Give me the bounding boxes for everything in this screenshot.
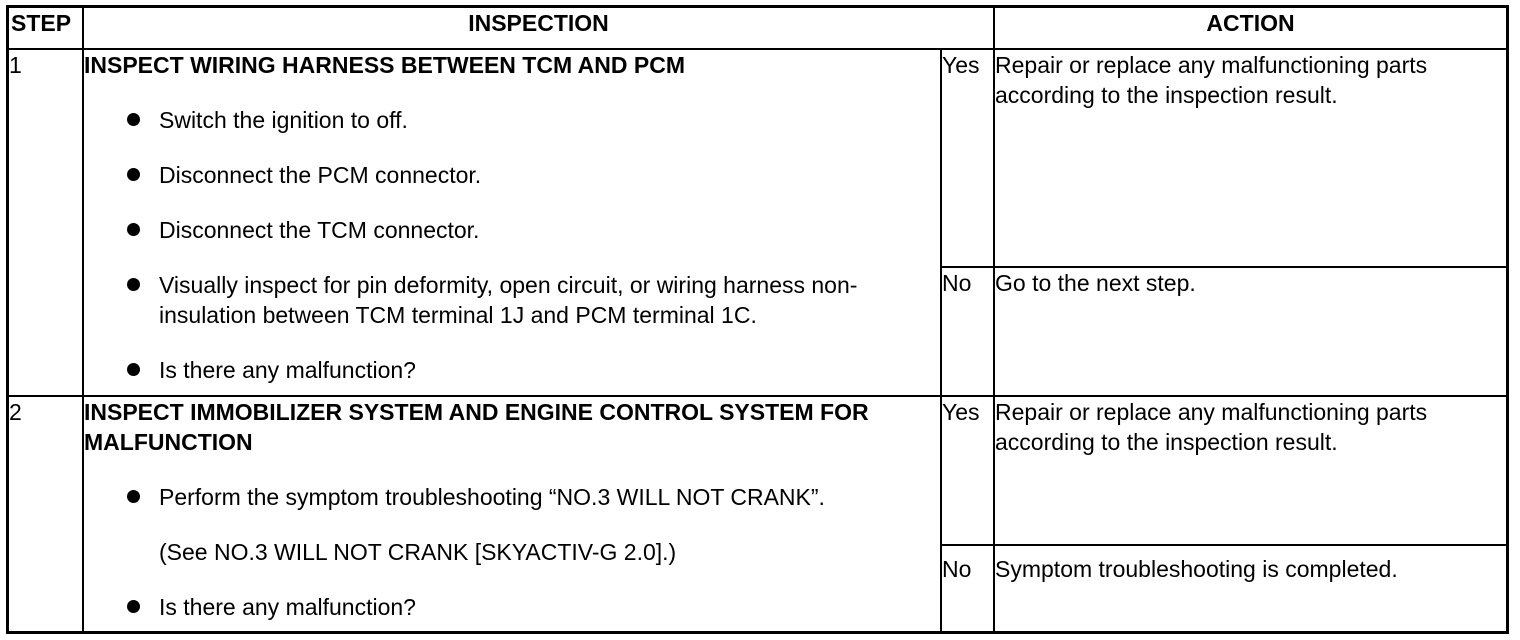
- step-1-bullet: Disconnect the TCM connector.: [84, 215, 940, 245]
- header-action: ACTION: [994, 7, 1507, 49]
- step-1-yes-row: [8, 49, 1507, 267]
- step-2-bullet-list: [84, 482, 940, 622]
- diagnostic-table: [7, 6, 1508, 633]
- step-2-yes-action: Repair or replace any malfunctioning parts according to the inspection result.: [994, 396, 1507, 545]
- step-1-bullet: Visually inspect for pin deformity, open circuit, or wiring harness non-insulation between TCM terminal 1J and PCM terminal 1C.: [84, 270, 940, 330]
- bullet-icon: [127, 363, 140, 376]
- bullet-icon: [127, 278, 140, 291]
- step-2-no-label: No: [941, 545, 994, 632]
- step-2-yes-row: [8, 396, 1507, 545]
- step-1-yes-action: Repair or replace any malfunctioning parts according to the inspection result.: [994, 49, 1507, 267]
- step-1-bullet: Is there any malfunction?: [84, 355, 940, 385]
- step-2-yes-label: Yes: [941, 396, 994, 545]
- bullet-icon: [127, 490, 140, 503]
- step-2-inspection: [83, 396, 941, 632]
- step-2-title: INSPECT IMMOBILIZER SYSTEM AND ENGINE CONTROL SYSTEM FOR MALFUNCTION: [84, 399, 869, 455]
- step-2-number: 2: [8, 396, 83, 632]
- bullet-icon: [127, 113, 140, 126]
- step-2-bullet: Perform the symptom troubleshooting “NO.3 WILL NOT CRANK”.: [84, 482, 940, 512]
- bullet-icon: [127, 600, 140, 613]
- step-1-number: 1: [8, 49, 83, 396]
- step-1-no-action: Go to the next step.: [994, 267, 1507, 396]
- step-1-bullet-list: [84, 105, 940, 385]
- step-1-inspection: [83, 49, 941, 396]
- bullet-icon: [127, 223, 140, 236]
- header-inspection: INSPECTION: [83, 7, 994, 49]
- step-1-bullet: Switch the ignition to off.: [84, 105, 940, 135]
- step-1-title: INSPECT WIRING HARNESS BETWEEN TCM AND PCM: [84, 52, 685, 78]
- step-1-no-label: No: [941, 267, 994, 396]
- bullet-icon: [127, 168, 140, 181]
- step-1-bullet: Disconnect the PCM connector.: [84, 160, 940, 190]
- step-2-no-action: Symptom troubleshooting is completed.: [994, 545, 1507, 632]
- step-1-yes-label: Yes: [941, 49, 994, 267]
- header-step: STEP: [8, 7, 83, 49]
- header-row: [8, 7, 1507, 49]
- step-2-reference-note: (See NO.3 WILL NOT CRANK [SKYACTIV-G 2.0].): [159, 539, 677, 565]
- step-2-bullet: Is there any malfunction?: [84, 592, 940, 622]
